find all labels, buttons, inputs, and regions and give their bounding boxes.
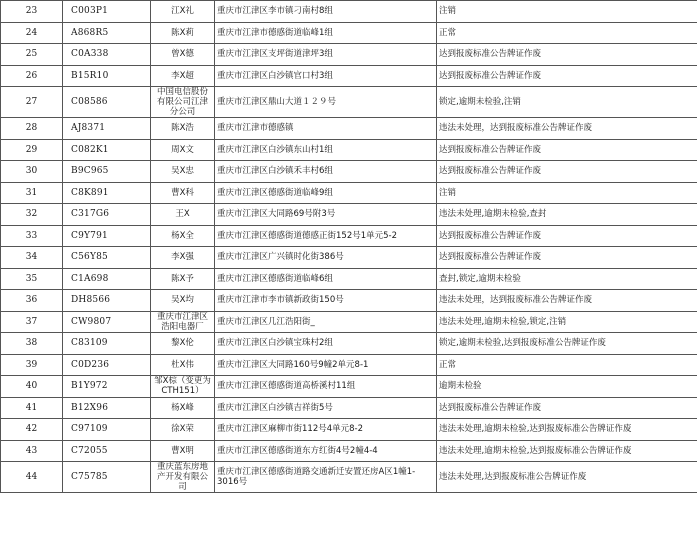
plate-number: C0A338 xyxy=(63,44,151,66)
vehicle-status: 锁定,逾期未检验,注销 xyxy=(437,87,697,118)
table-row xyxy=(1,440,697,462)
vehicle-status: 违法未处理,逾期未检验,达到报废标准公告牌证作废 xyxy=(437,440,697,462)
plate-number: A868R5 xyxy=(63,22,151,44)
row-number: 36 xyxy=(1,290,63,312)
vehicle-status: 达到报废标准公告牌证作废 xyxy=(437,397,697,419)
table-row xyxy=(1,204,697,226)
owner-address: 重庆市江津区白沙镇禾丰村6组 xyxy=(215,161,437,183)
vehicle-status: 违法未处理,逾期未检验,锁定,注销 xyxy=(437,311,697,333)
vehicle-status: 达到报废标准公告牌证作废 xyxy=(437,161,697,183)
vehicle-status: 正常 xyxy=(437,22,697,44)
row-number: 35 xyxy=(1,268,63,290)
vehicle-status: 违法未处理,逾期未检验,查封 xyxy=(437,204,697,226)
owner-name: 周X文 xyxy=(151,139,215,161)
owner-address: 重庆市江津区德感街道路交通新迁安置还房A区1幢1-3016号 xyxy=(215,462,437,493)
plate-number: C75785 xyxy=(63,462,151,493)
row-number: 31 xyxy=(1,182,63,204)
row-number: 43 xyxy=(1,440,63,462)
plate-number: B9C965 xyxy=(63,161,151,183)
owner-address: 重庆市江津区大同路160号9幢2单元8-1 xyxy=(215,354,437,376)
table-row xyxy=(1,139,697,161)
owner-address: 重庆市江津区德感街道德感正街152号1单元5-2 xyxy=(215,225,437,247)
row-number: 39 xyxy=(1,354,63,376)
plate-number: C8K891 xyxy=(63,182,151,204)
owner-address: 重庆市江津区白沙镇吉祥街5号 xyxy=(215,397,437,419)
owner-name: 王X xyxy=(151,204,215,226)
owner-name: 陈X莉 xyxy=(151,22,215,44)
table-row xyxy=(1,118,697,140)
vehicle-status: 违法未处理，达到报废标准公告牌证作废 xyxy=(437,118,697,140)
table-row xyxy=(1,268,697,290)
owner-name: 重庆市江津区浩阳电器厂 xyxy=(151,311,215,333)
owner-name: 杨X全 xyxy=(151,225,215,247)
row-number: 41 xyxy=(1,397,63,419)
vehicle-status: 违法未处理,达到报废标准公告牌证作废 xyxy=(437,462,697,493)
owner-name: 徐X荣 xyxy=(151,419,215,441)
plate-number: C0D236 xyxy=(63,354,151,376)
plate-number: CW9807 xyxy=(63,311,151,333)
owner-name: 陈X予 xyxy=(151,268,215,290)
table-row xyxy=(1,354,697,376)
owner-address: 重庆市江津区麻柳市街112号4单元8-2 xyxy=(215,419,437,441)
vehicle-status: 查封,锁定,逾期未检验 xyxy=(437,268,697,290)
vehicle-status: 达到报废标准公告牌证作废 xyxy=(437,65,697,87)
vehicle-status: 锁定,逾期未检验,达到报废标准公告牌证作废 xyxy=(437,333,697,355)
owner-name: 李X超 xyxy=(151,65,215,87)
vehicle-status: 注销 xyxy=(437,1,697,23)
owner-name: 陈X浩 xyxy=(151,118,215,140)
plate-number: C08586 xyxy=(63,87,151,118)
table-row xyxy=(1,311,697,333)
owner-address: 重庆市江津区鼎山大道１２９号 xyxy=(215,87,437,118)
owner-name: 重庆蓝东房地产开发有限公司 xyxy=(151,462,215,493)
owner-name: 邹X棕（变更为CTH151） xyxy=(151,376,215,398)
plate-number: C97109 xyxy=(63,419,151,441)
row-number: 34 xyxy=(1,247,63,269)
owner-name: 曹X明 xyxy=(151,440,215,462)
plate-number: C082K1 xyxy=(63,139,151,161)
plate-number: C003P1 xyxy=(63,1,151,23)
owner-address: 重庆市江津区白沙镇官口村3组 xyxy=(215,65,437,87)
row-number: 37 xyxy=(1,311,63,333)
row-number: 30 xyxy=(1,161,63,183)
owner-name: 中国电信股份有限公司江津分公司 xyxy=(151,87,215,118)
table-body xyxy=(1,1,697,493)
table-row xyxy=(1,225,697,247)
table-row xyxy=(1,22,697,44)
vehicle-status: 达到报废标准公告牌证作废 xyxy=(437,247,697,269)
table-row xyxy=(1,182,697,204)
owner-address: 重庆市江津区德感街道东方红街4号2幢4-4 xyxy=(215,440,437,462)
table-row xyxy=(1,376,697,398)
owner-address: 重庆市江津区广兴镇时化街386号 xyxy=(215,247,437,269)
plate-number: C83109 xyxy=(63,333,151,355)
owner-address: 重庆市江津市德感镇 xyxy=(215,118,437,140)
plate-number: C56Y85 xyxy=(63,247,151,269)
table-row xyxy=(1,419,697,441)
owner-address: 重庆市江津区支坪街道津坪3组 xyxy=(215,44,437,66)
row-number: 40 xyxy=(1,376,63,398)
row-number: 28 xyxy=(1,118,63,140)
vehicle-status: 违法未处理，达到报废标准公告牌证作废 xyxy=(437,290,697,312)
plate-number: DH8566 xyxy=(63,290,151,312)
owner-name: 李X强 xyxy=(151,247,215,269)
owner-name: 曾X德 xyxy=(151,44,215,66)
owner-address: 重庆市江津区李市镇刁南村8组 xyxy=(215,1,437,23)
row-number: 27 xyxy=(1,87,63,118)
table-row xyxy=(1,87,697,118)
plate-number: C9Y791 xyxy=(63,225,151,247)
table-row xyxy=(1,161,697,183)
row-number: 32 xyxy=(1,204,63,226)
row-number: 44 xyxy=(1,462,63,493)
row-number: 42 xyxy=(1,419,63,441)
plate-number: C1A698 xyxy=(63,268,151,290)
owner-address: 重庆市江津区白沙镇东山村1组 xyxy=(215,139,437,161)
vehicle-status: 注销 xyxy=(437,182,697,204)
plate-number: C72055 xyxy=(63,440,151,462)
table-row xyxy=(1,65,697,87)
owner-address: 重庆市江津区德感街道临峰9组 xyxy=(215,182,437,204)
owner-address: 重庆市江津市李市镇新政街150号 xyxy=(215,290,437,312)
owner-name: 江X礼 xyxy=(151,1,215,23)
plate-number: B1Y972 xyxy=(63,376,151,398)
owner-address: 重庆市江津区大同路69号附3号 xyxy=(215,204,437,226)
plate-number: C317G6 xyxy=(63,204,151,226)
owner-address: 重庆市江津区几江浩阳街_ xyxy=(215,311,437,333)
table-row xyxy=(1,247,697,269)
vehicle-status: 违法未处理,逾期未检验,达到报废标准公告牌证作废 xyxy=(437,419,697,441)
row-number: 38 xyxy=(1,333,63,355)
owner-name: 吴X均 xyxy=(151,290,215,312)
row-number: 29 xyxy=(1,139,63,161)
owner-address: 重庆市江津区德感街道高桥溪村11组 xyxy=(215,376,437,398)
owner-name: 吴X忠 xyxy=(151,161,215,183)
row-number: 23 xyxy=(1,1,63,23)
row-number: 26 xyxy=(1,65,63,87)
table-row xyxy=(1,44,697,66)
table-row xyxy=(1,333,697,355)
table-row xyxy=(1,462,697,493)
owner-name: 杜X伟 xyxy=(151,354,215,376)
plate-number: B15R10 xyxy=(63,65,151,87)
owner-address: 重庆市江津市德感街道临峰1组 xyxy=(215,22,437,44)
plate-number: AJ8371 xyxy=(63,118,151,140)
owner-address: 重庆市江津区德感街道临峰6组 xyxy=(215,268,437,290)
table-row xyxy=(1,1,697,23)
row-number: 33 xyxy=(1,225,63,247)
table-row xyxy=(1,290,697,312)
table-row xyxy=(1,397,697,419)
vehicle-status: 逾期未检验 xyxy=(437,376,697,398)
owner-name: 杨X峰 xyxy=(151,397,215,419)
owner-name: 曹X科 xyxy=(151,182,215,204)
row-number: 24 xyxy=(1,22,63,44)
vehicle-status: 正常 xyxy=(437,354,697,376)
plate-number: B12X96 xyxy=(63,397,151,419)
owner-name: 黎X伦 xyxy=(151,333,215,355)
row-number: 25 xyxy=(1,44,63,66)
owner-address: 重庆市江津区白沙镇宝珠村2组 xyxy=(215,333,437,355)
vehicle-status: 达到报废标准公告牌证作废 xyxy=(437,225,697,247)
vehicle-status: 达到报废标准公告牌证作废 xyxy=(437,139,697,161)
vehicle-status: 达到报废标准公告牌证作废 xyxy=(437,44,697,66)
